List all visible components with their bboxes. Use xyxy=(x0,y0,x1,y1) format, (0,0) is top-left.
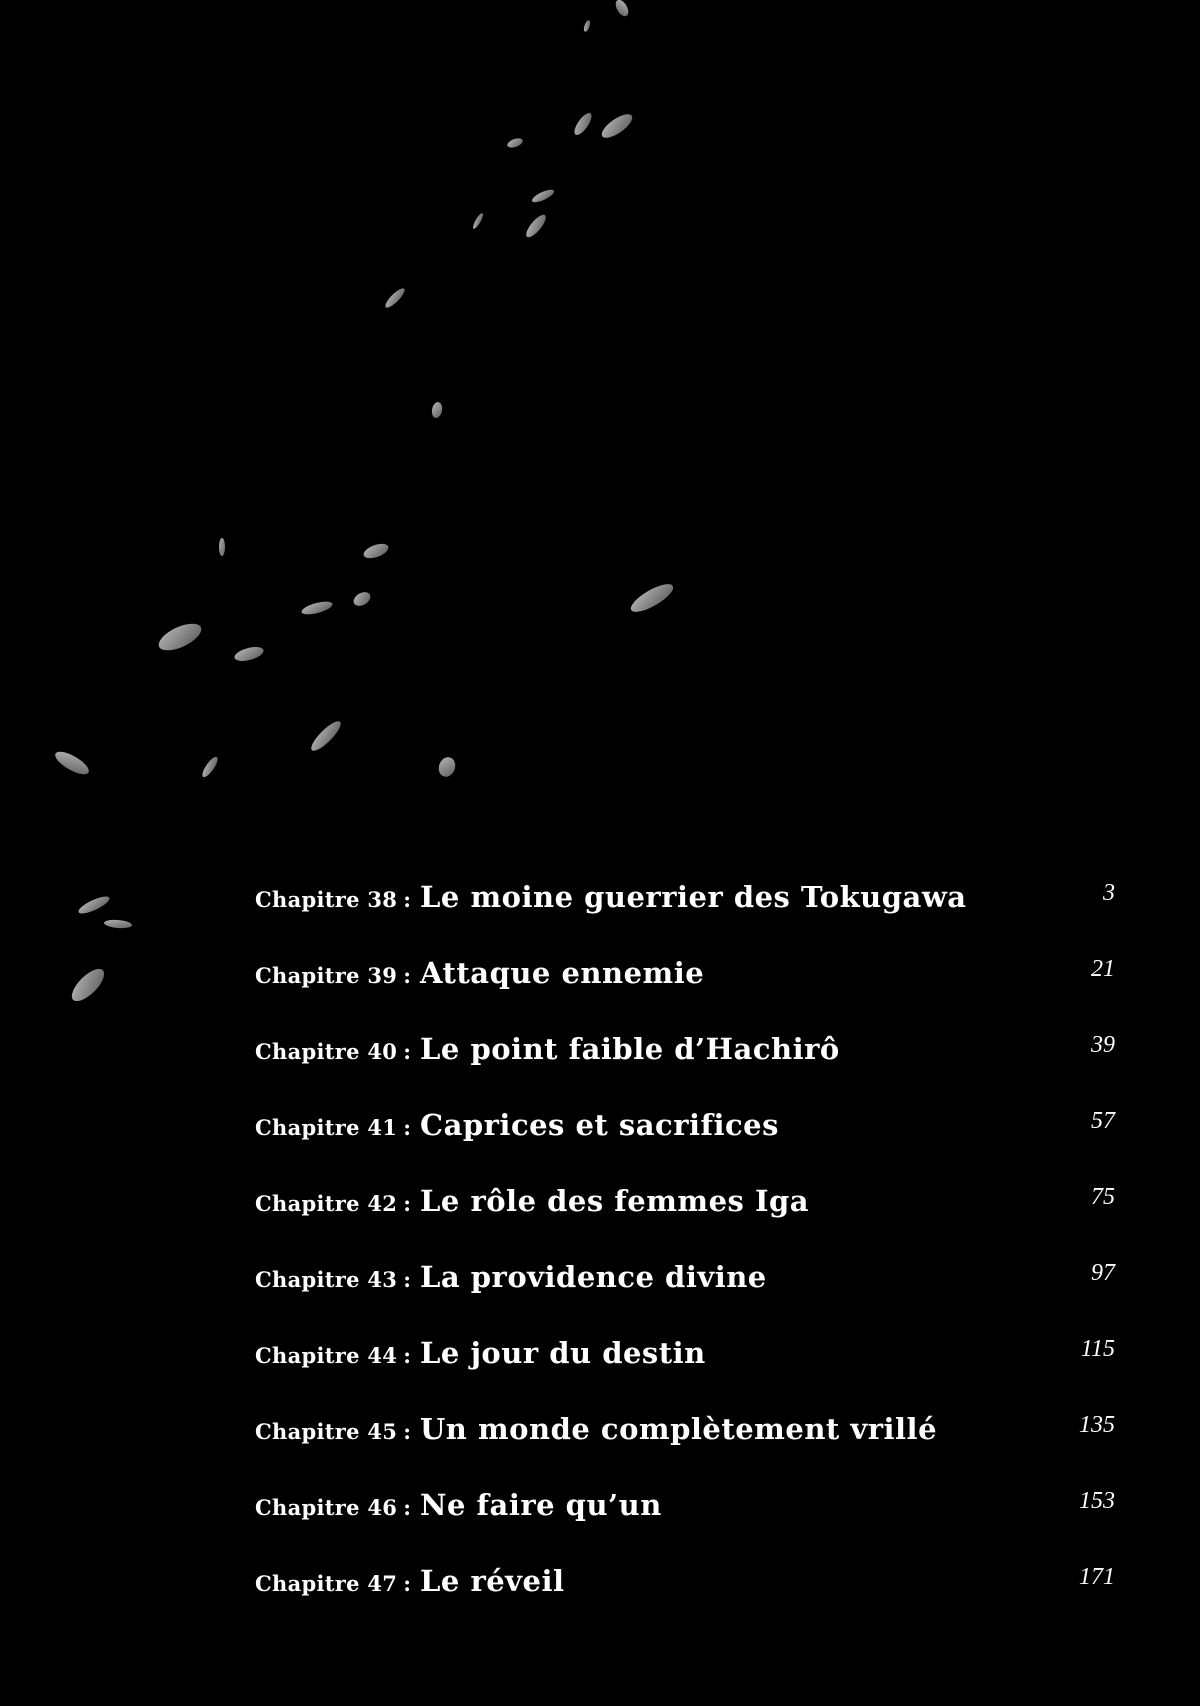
chapter-label: Chapitre 47 : xyxy=(255,1571,412,1596)
petal-shape xyxy=(351,589,373,608)
petal-shape xyxy=(233,644,265,663)
chapter-label: Chapitre 38 : xyxy=(255,887,412,912)
toc-entry-47 xyxy=(255,1564,1115,1640)
chapter-page-number: 75 xyxy=(1091,1184,1115,1210)
chapter-label: Chapitre 42 : xyxy=(255,1191,412,1216)
chapter-title: Le moine guerrier des Tokugawa xyxy=(420,880,967,914)
petal-shape xyxy=(431,401,444,418)
chapter-page-number: 97 xyxy=(1091,1260,1115,1286)
chapter-page-number: 171 xyxy=(1079,1564,1115,1590)
chapter-label: Chapitre 44 : xyxy=(255,1343,412,1368)
chapter-label: Chapitre 39 : xyxy=(255,963,412,988)
petal-shape xyxy=(383,286,407,310)
petal-shape xyxy=(506,137,524,150)
petal-shape xyxy=(583,20,592,33)
chapter-page-number: 57 xyxy=(1091,1108,1115,1134)
petal-shape xyxy=(200,755,220,779)
toc-entry-39 xyxy=(255,956,1115,1032)
toc-entry-42 xyxy=(255,1184,1115,1260)
chapter-title: Attaque ennemie xyxy=(420,956,705,990)
chapter-page-number: 21 xyxy=(1091,956,1115,982)
toc-entry-40 xyxy=(255,1032,1115,1108)
petal-shape xyxy=(308,718,345,755)
chapter-label: Chapitre 41 : xyxy=(255,1115,412,1140)
petal-shape xyxy=(613,0,631,18)
petal-shape xyxy=(523,212,549,240)
chapter-title: Le point faible d’Hachirô xyxy=(420,1032,840,1066)
chapter-title: Caprices et sacrifices xyxy=(420,1108,779,1142)
petal-shape xyxy=(436,755,458,779)
chapter-page-number: 115 xyxy=(1080,1336,1115,1362)
petal-shape xyxy=(598,110,636,142)
chapter-title: La providence divine xyxy=(420,1260,767,1294)
petal-shape xyxy=(76,893,111,916)
petal-shape xyxy=(471,212,484,230)
chapter-title: Ne faire qu’un xyxy=(420,1488,662,1522)
petal-shape xyxy=(52,747,92,778)
toc-entry-45 xyxy=(255,1412,1115,1488)
chapter-page-number: 39 xyxy=(1091,1032,1115,1058)
chapter-title: Le réveil xyxy=(420,1564,565,1598)
toc-entry-38 xyxy=(255,880,1115,956)
chapter-title: Un monde complètement vrillé xyxy=(420,1412,938,1446)
chapter-title: Le rôle des femmes Iga xyxy=(420,1184,810,1218)
chapter-page-number: 3 xyxy=(1103,880,1115,906)
petal-shape xyxy=(67,964,109,1006)
table-of-contents xyxy=(255,880,1115,1640)
toc-entry-41 xyxy=(255,1108,1115,1184)
chapter-label: Chapitre 40 : xyxy=(255,1039,412,1064)
toc-entry-46 xyxy=(255,1488,1115,1564)
petal-shape xyxy=(300,599,333,617)
petal-shape xyxy=(219,538,225,556)
chapter-label: Chapitre 45 : xyxy=(255,1419,412,1444)
chapter-label: Chapitre 43 : xyxy=(255,1267,412,1292)
chapter-page-number: 135 xyxy=(1079,1412,1115,1438)
toc-entry-44 xyxy=(255,1336,1115,1412)
petal-shape xyxy=(155,618,205,656)
petal-shape xyxy=(104,919,133,929)
chapter-page-number: 153 xyxy=(1079,1488,1115,1514)
petal-shape xyxy=(530,187,555,204)
petal-shape xyxy=(627,579,677,617)
petal-shape xyxy=(571,110,594,137)
chapter-label: Chapitre 46 : xyxy=(255,1495,412,1520)
chapter-title: Le jour du destin xyxy=(420,1336,706,1370)
petal-shape xyxy=(362,541,391,561)
toc-entry-43 xyxy=(255,1260,1115,1336)
